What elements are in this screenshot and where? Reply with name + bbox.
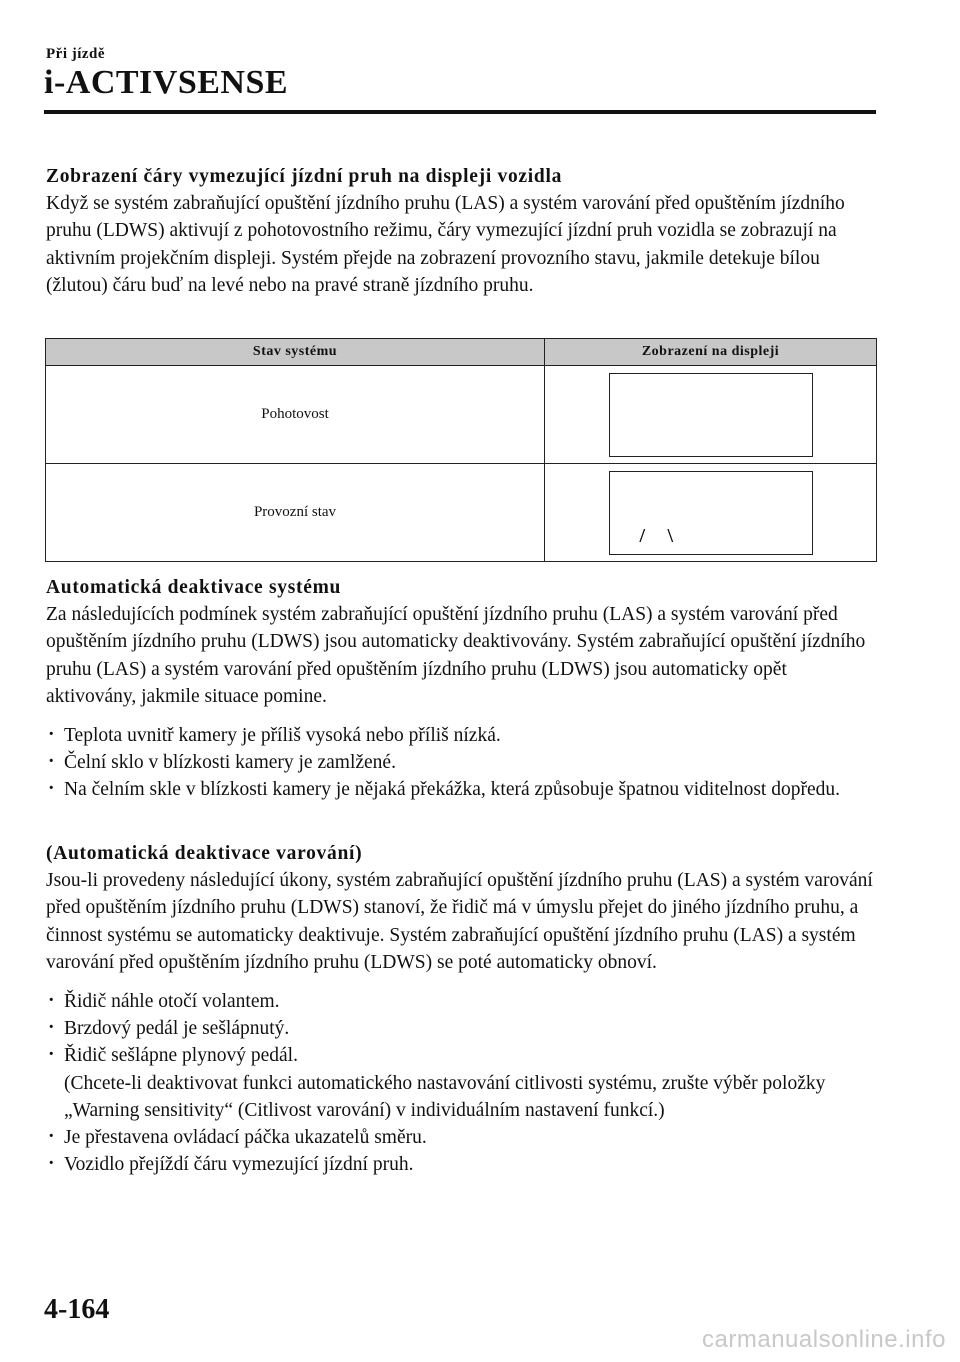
auto-deactivation-section bbox=[46, 574, 876, 804]
state-standby: Pohotovost bbox=[46, 366, 545, 464]
auto-deactivation-heading: Automatická deaktivace systému bbox=[46, 577, 342, 598]
page-number: 4-164 bbox=[44, 1294, 110, 1325]
left-lane-line-icon: / bbox=[639, 524, 646, 547]
watermark: carmanualsonline.info bbox=[702, 1326, 946, 1353]
status-table bbox=[45, 338, 877, 562]
table-header-row bbox=[46, 339, 877, 366]
chapter-label: Při jízdě bbox=[46, 46, 106, 62]
table-header-display: Zobrazení na displeji bbox=[545, 339, 877, 366]
list-item bbox=[46, 1042, 876, 1124]
header-rule bbox=[44, 110, 876, 114]
lane-display-section bbox=[46, 163, 876, 299]
warning-deactivation-paragraph: Jsou-li provedeny následující úkony, systém zabraňující opuštění jízdního pruhu (LAS) a systém varování před opuštěním jízdního pruhu (LDWS) stanoví, že řidič má v úmyslu přejet do jiného jízdního pruhu, a činnost systému se automaticky deaktivuje. Systém zabraňující opuštění jízdního pruhu (LAS) a systém varování před opuštěním jízdního pruhu (LDWS) se poté automaticky obnoví. bbox=[46, 870, 873, 973]
lane-display-heading: Zobrazení čáry vymezující jízdní pruh na displeji vozidla bbox=[46, 166, 563, 187]
warning-deactivation-section bbox=[46, 840, 876, 1178]
right-lane-line-icon: \ bbox=[667, 524, 674, 547]
sensitivity-note: (Chcete-li deaktivovat funkci automatického nastavování citlivosti systému, zrušte výběr položky „Warning sensitivity“ (Citlivost varování) v individuálním nastavení funkcí.) bbox=[64, 1072, 826, 1121]
warning-deactivation-list bbox=[46, 988, 876, 1178]
list-item: · Na čelním skle v blízkosti kamery je nějaká překážka, která způsobuje špatnou viditelnost dopředu. bbox=[46, 776, 876, 803]
state-operating: Provozní stav bbox=[46, 464, 545, 562]
list-item: · Teplota uvnitř kamery je příliš vysoká nebo příliš nízká. bbox=[46, 722, 876, 749]
operating-display-image bbox=[609, 471, 813, 555]
warning-deactivation-heading: (Automatická deaktivace varování) bbox=[46, 843, 363, 864]
table-header-state: Stav systému bbox=[46, 339, 545, 366]
table-row bbox=[46, 464, 877, 562]
table-row bbox=[46, 366, 877, 464]
lane-display-paragraph: Když se systém zabraňující opuštění jízdního pruhu (LAS) a systém varování před opuštěním jízdního pruhu (LDWS) aktivují z pohotovostního režimu, čáry vymezující jízdní pruh vozidla se zobrazují na aktivním projekčním displeji. Systém přejde na zobrazení provozního stavu, jakmile detekuje bílou (žlutou) čáru buď na levé nebo na pravé straně jízdního pruhu. bbox=[46, 193, 845, 296]
display-cell bbox=[545, 464, 877, 562]
list-item: · Řidič náhle otočí volantem. bbox=[46, 988, 876, 1015]
list-item: · Vozidlo přejíždí čáru vymezující jízdní pruh. bbox=[46, 1151, 876, 1178]
section-title: i-ACTIVSENSE bbox=[44, 64, 289, 101]
auto-deactivation-list bbox=[46, 722, 876, 804]
list-item: · Brzdový pedál je sešlápnutý. bbox=[46, 1015, 876, 1042]
list-item: · Čelní sklo v blízkosti kamery je zamlžené. bbox=[46, 749, 876, 776]
display-cell bbox=[545, 366, 877, 464]
auto-deactivation-paragraph: Za následujících podmínek systém zabraňující opuštění jízdního pruhu (LAS) a systém varování před opuštěním jízdního pruhu (LDWS) jsou automaticky deaktivovány. Systém zabraňující opuštění jízdního pruhu (LAS) a systém varování před opuštěním jízdního pruhu (LDWS) jsou automaticky opět aktivovány, jakmile situace pomine. bbox=[46, 604, 866, 707]
list-item: · Je přestavena ovládací páčka ukazatelů směru. bbox=[46, 1124, 876, 1151]
list-item-text: Řidič sešlápne plynový pedál. bbox=[64, 1045, 298, 1067]
standby-display-image bbox=[609, 373, 813, 457]
